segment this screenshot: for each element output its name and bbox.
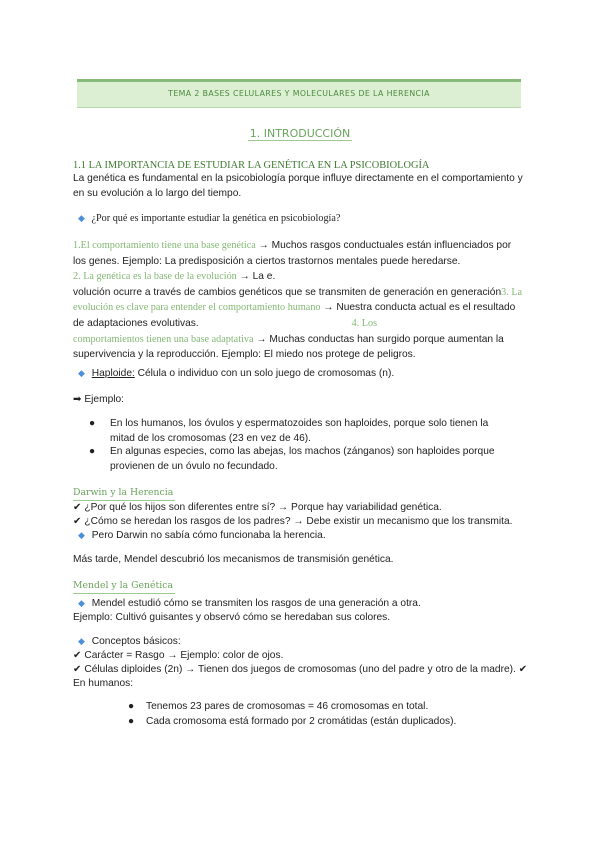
bullet-dot-icon: ● (128, 716, 135, 727)
bullet-diamond-icon: ◆ (78, 530, 85, 540)
list-item (89, 444, 516, 474)
bullet-dot-icon: ● (128, 701, 135, 712)
darwin-line-2: ✔ ¿Cómo se heredan los rasgos de los padres? → Debe existir un mecanismo que los transmita. (73, 516, 513, 527)
example-1: En los humanos, los óvulos y espermatozoides son haploides, porque solo tienen la mitad de los cromosomas (23 en vez de 46). (110, 418, 489, 444)
later-paragraph: Más tarde, Mendel descubrió los mecanismos de transmisión genética. (73, 554, 394, 565)
section-intro-label: 1. INTRODUCCIÓN (249, 127, 351, 140)
human-fact-1: Tenemos 23 pares de cromosomas = 46 cromosomas en total. (146, 701, 429, 712)
banner-title: TEMA 2 BASES CELULARES Y MOLECULARES DE LA HERENCIA (168, 89, 430, 98)
darwin-heading: Darwin y la Herencia (73, 485, 175, 501)
darwin-line-1: ✔ ¿Por qué los hijos son diferentes entre sí? → Porque hay variabilidad genética. (73, 502, 442, 513)
haploide-term: Haploide: (91, 368, 135, 379)
bullet-diamond-icon: ◆ (78, 598, 85, 608)
haploide-item (78, 366, 530, 381)
example-2: En algunas especies, como las abejas, los machos (zánganos) son haploides porque provienen de un óvulo no fecundado. (110, 446, 495, 472)
conceptos-item (78, 634, 530, 649)
en-humanos-label: En humanos: (73, 678, 134, 689)
list-item (128, 714, 528, 729)
list-item (89, 416, 516, 446)
reason-2-text: → La e. (236, 271, 276, 283)
haploide-definition: Célula o individuo con un solo juego de cromosomas (n). (134, 368, 395, 379)
darwin-note: Pero Darwin no sabía cómo funcionaba la herencia. (91, 530, 326, 541)
reason-1-text: → Muchos rasgos conductuales están influenciados por los genes. Ejemplo: La predisposición a ciertos trastornos mentales puede heredarse. (73, 240, 512, 267)
darwin-note-item (78, 528, 530, 543)
section-heading-intro (0, 126, 600, 141)
bullet-diamond-icon: ◆ (78, 636, 85, 646)
caracter-line: ✔ Carácter = Rasgo → Ejemplo: color de ojos. (73, 650, 284, 661)
reason-4-head: 4. Los (351, 317, 378, 329)
mendel-line-1: Mendel estudió cómo se transmiten los rasgos de una generación a otra. (91, 598, 421, 609)
reason-1-head: 1.El comportamiento tiene una base genética (73, 240, 256, 251)
bullet-diamond-icon: ◆ (78, 368, 85, 378)
reason-3-head2: evolución es clave para entender el comportamiento humano (73, 302, 321, 314)
title-banner (77, 79, 521, 108)
subsection-heading: 1.1 LA IMPORTANCIA DE ESTUDIAR LA GENÉTICA EN LA PSICOBIOLOGÍA (73, 160, 430, 171)
conceptos-label: Conceptos básicos: (91, 636, 181, 647)
intro-paragraph: La genética es fundamental en la psicobiología porque influye directamente en el comportamiento y en su evolución a lo largo del tiempo. (73, 173, 523, 199)
ejemplo-label: ➡ Ejemplo: (73, 394, 125, 405)
reason-4-head2: comportamientos tienen una base adaptativa (73, 333, 254, 345)
reason-2-head: 2. La genética es la base de la evolución (73, 271, 237, 283)
mendel-item (78, 596, 530, 611)
bullet-dot-icon: ● (89, 446, 96, 457)
reason-4-text: → Muchas conductas han surgido porque aumentan la supervivencia y la reproducción. Ejemplo: El miedo nos protege de peligros. (73, 333, 504, 361)
question-item (78, 211, 530, 226)
reason-3-head: 3. La (501, 286, 523, 298)
reasons-block (73, 238, 525, 363)
question-text: ¿Por qué es importante estudiar la genética en psicobiología? (91, 213, 341, 224)
celulas-line: ✔ Células diploides (2n) → Tienen dos juegos de cromosomas (uno del padre y otro de la madre). ✔ (73, 664, 528, 675)
mendel-heading: Mendel y la Genética (73, 578, 175, 594)
reason-3-text: → Nuestra conducta actual es el resultado de adaptaciones evolutivas. (73, 302, 516, 329)
bullet-dot-icon: ● (89, 418, 96, 429)
mendel-line-2: Ejemplo: Cultivó guisantes y observó cómo se heredaban sus colores. (73, 612, 391, 623)
bullet-diamond-icon: ◆ (78, 213, 85, 223)
reason-2-cont: volución ocurre a través de cambios genéticos que se transmiten de generación en generación (73, 286, 502, 298)
list-item (128, 699, 528, 714)
human-fact-2: Cada cromosoma está formado por 2 cromátidas (están duplicados). (146, 716, 457, 727)
